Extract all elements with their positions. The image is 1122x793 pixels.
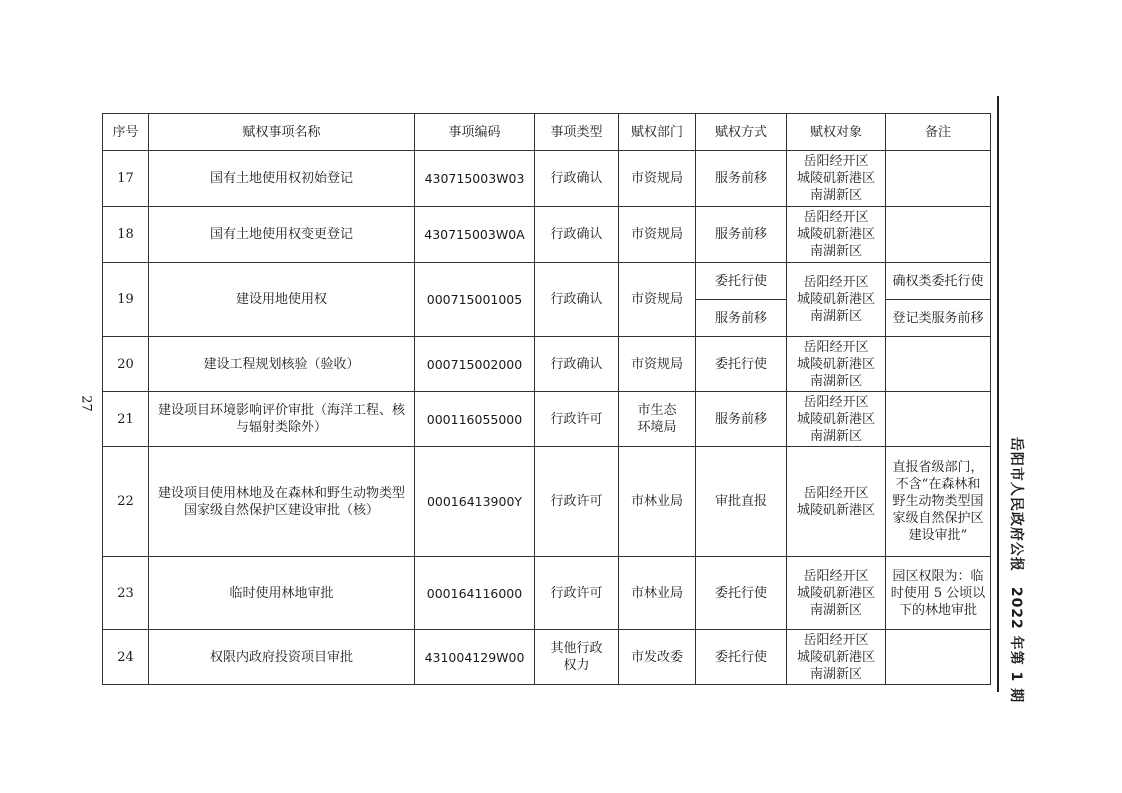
item-type: 行政许可 bbox=[535, 447, 619, 557]
method: 委托行使 bbox=[696, 263, 787, 300]
target-line: 岳阳经开区 bbox=[803, 210, 869, 225]
remark: 直报省级部门，不含“在森林和野生动物类型国家级自然保护区建设审批” bbox=[886, 447, 991, 557]
remark bbox=[886, 337, 991, 392]
header-cell: 赋权对象 bbox=[787, 114, 886, 151]
remark bbox=[886, 207, 991, 263]
row-number: 23 bbox=[103, 557, 149, 630]
table-row bbox=[103, 263, 991, 300]
target bbox=[787, 337, 886, 392]
target-line: 城陵矶新港区 bbox=[796, 502, 875, 518]
department: 市资规局 bbox=[619, 151, 696, 207]
target-line: 南湖新区 bbox=[809, 373, 862, 389]
header-cell: 序号 bbox=[103, 114, 149, 151]
item-code: 431004129W00 bbox=[415, 630, 535, 685]
department: 市林业局 bbox=[619, 447, 696, 557]
target bbox=[787, 630, 886, 685]
item-type: 其他行政权力 bbox=[535, 630, 619, 685]
item-name: 临时使用林地审批 bbox=[149, 557, 415, 630]
method: 服务前移 bbox=[696, 207, 787, 263]
item-code: 430715003W0A bbox=[415, 207, 535, 263]
item-code: 000715001005 bbox=[415, 263, 535, 337]
method: 委托行使 bbox=[696, 630, 787, 685]
header-cell: 事项编码 bbox=[415, 114, 535, 151]
target-line: 城陵矶新港区 bbox=[796, 411, 875, 427]
target-line: 城陵矶新港区 bbox=[796, 649, 875, 665]
item-name: 建设工程规划核验（验收） bbox=[149, 337, 415, 392]
target-line: 岳阳经开区 bbox=[803, 154, 869, 169]
item-type: 行政许可 bbox=[535, 557, 619, 630]
department: 市林业局 bbox=[619, 557, 696, 630]
gazette-title: 岳阳市人民政府公报 2022 年第 1 期 bbox=[1008, 436, 1024, 704]
header-cell: 赋权事项名称 bbox=[149, 114, 415, 151]
item-code: 430715003W03 bbox=[415, 151, 535, 207]
row-number: 19 bbox=[103, 263, 149, 337]
item-name: 建设用地使用权 bbox=[149, 263, 415, 337]
item-code: 000715002000 bbox=[415, 337, 535, 392]
table-row bbox=[103, 207, 991, 263]
target-line: 岳阳经开区 bbox=[803, 339, 869, 355]
remark: 园区权限为：临时使用 5 公顷以下的林地审批 bbox=[886, 557, 991, 630]
item-name: 国有土地使用权初始登记 bbox=[149, 151, 415, 207]
target-line: 城陵矶新港区 bbox=[796, 292, 875, 307]
row-number: 20 bbox=[103, 337, 149, 392]
remark bbox=[886, 630, 991, 685]
empowerment-table bbox=[102, 113, 991, 685]
table-row bbox=[103, 151, 991, 207]
target-line: 城陵矶新港区 bbox=[796, 356, 875, 372]
method: 审批直报 bbox=[696, 447, 787, 557]
table-header-row bbox=[103, 114, 991, 151]
remark: 确权类委托行使 bbox=[886, 263, 991, 300]
target bbox=[787, 447, 886, 557]
header-cell: 赋权方式 bbox=[696, 114, 787, 151]
remark bbox=[886, 392, 991, 447]
table-row bbox=[103, 630, 991, 685]
target-line: 城陵矶新港区 bbox=[796, 585, 875, 601]
target-line: 南湖新区 bbox=[809, 602, 862, 618]
target-line: 岳阳经开区 bbox=[803, 485, 869, 501]
department: 市资规局 bbox=[619, 263, 696, 337]
item-type: 行政确认 bbox=[535, 263, 619, 337]
department: 市生态环境局 bbox=[619, 392, 696, 447]
row-number: 24 bbox=[103, 630, 149, 685]
table-row bbox=[103, 447, 991, 557]
target-line: 岳阳经开区 bbox=[803, 568, 869, 584]
target-line: 岳阳经开区 bbox=[803, 275, 869, 290]
header-cell: 备注 bbox=[886, 114, 991, 151]
target-line: 南湖新区 bbox=[809, 666, 862, 682]
item-name: 建设项目使用林地及在森林和野生动物类型国家级自然保护区建设审批（核） bbox=[149, 447, 415, 557]
row-number: 18 bbox=[103, 207, 149, 263]
item-type: 行政许可 bbox=[535, 392, 619, 447]
row-number: 21 bbox=[103, 392, 149, 447]
method: 委托行使 bbox=[696, 337, 787, 392]
target bbox=[787, 392, 886, 447]
page-number: 27 bbox=[78, 395, 94, 412]
method: 服务前移 bbox=[696, 300, 787, 337]
target-line: 南湖新区 bbox=[809, 188, 862, 203]
item-code: 000116055000 bbox=[415, 392, 535, 447]
item-name: 权限内政府投资项目审批 bbox=[149, 630, 415, 685]
table-row bbox=[103, 557, 991, 630]
remark: 登记类服务前移 bbox=[886, 300, 991, 337]
target bbox=[787, 263, 886, 337]
target-line: 南湖新区 bbox=[809, 244, 862, 259]
target bbox=[787, 207, 886, 263]
item-code: 00016413900Y bbox=[415, 447, 535, 557]
header-cell: 赋权部门 bbox=[619, 114, 696, 151]
side-divider bbox=[997, 96, 999, 692]
target-line: 城陵矶新港区 bbox=[796, 227, 875, 242]
item-type: 行政确认 bbox=[535, 337, 619, 392]
department: 市资规局 bbox=[619, 207, 696, 263]
target-line: 南湖新区 bbox=[809, 428, 862, 444]
target bbox=[787, 151, 886, 207]
row-number: 22 bbox=[103, 447, 149, 557]
table-row bbox=[103, 392, 991, 447]
remark bbox=[886, 151, 991, 207]
target bbox=[787, 557, 886, 630]
method: 服务前移 bbox=[696, 392, 787, 447]
department: 市发改委 bbox=[619, 630, 696, 685]
item-name: 建设项目环境影响评价审批（海洋工程、核与辐射类除外） bbox=[149, 392, 415, 447]
header-cell: 事项类型 bbox=[535, 114, 619, 151]
item-type: 行政确认 bbox=[535, 151, 619, 207]
method: 委托行使 bbox=[696, 557, 787, 630]
target-line: 城陵矶新港区 bbox=[796, 171, 875, 186]
item-name: 国有土地使用权变更登记 bbox=[149, 207, 415, 263]
row-number: 17 bbox=[103, 151, 149, 207]
item-code: 000164116000 bbox=[415, 557, 535, 630]
target-line: 岳阳经开区 bbox=[803, 394, 869, 410]
table-row bbox=[103, 337, 991, 392]
item-type: 行政确认 bbox=[535, 207, 619, 263]
method: 服务前移 bbox=[696, 151, 787, 207]
department: 市资规局 bbox=[619, 337, 696, 392]
target-line: 南湖新区 bbox=[809, 309, 862, 324]
target-line: 岳阳经开区 bbox=[803, 632, 869, 648]
